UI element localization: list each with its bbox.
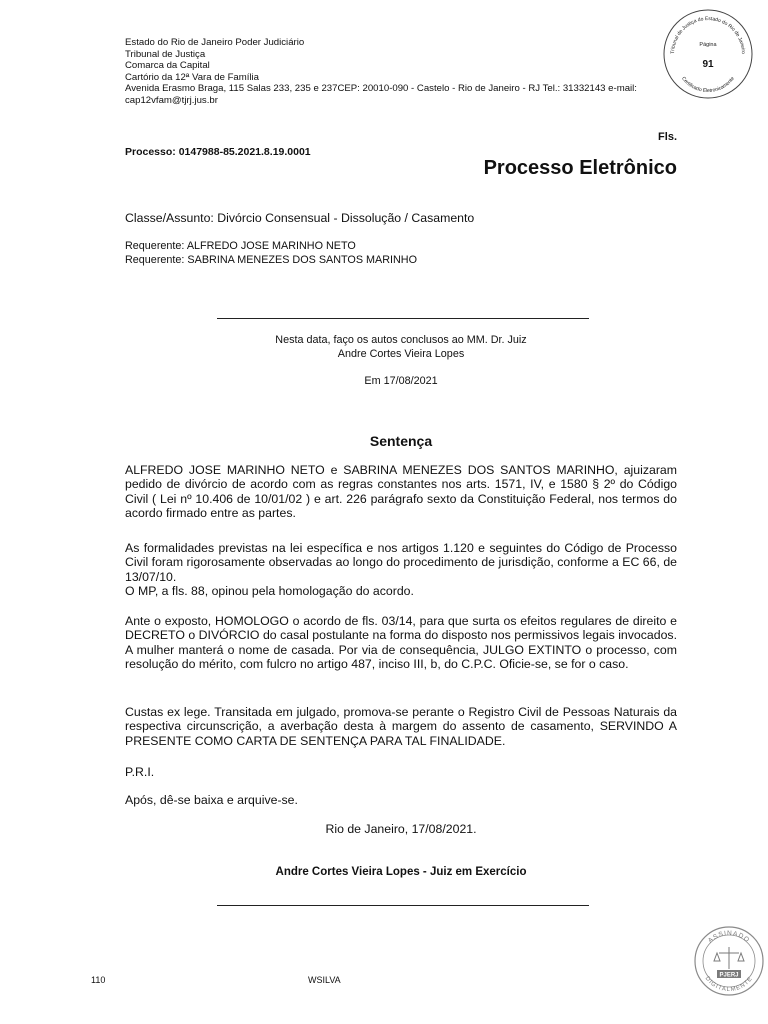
header-line-tribunal: Tribunal de Justiça xyxy=(125,48,206,60)
stamp-bottom-text: Certificado Eletronicamente xyxy=(680,75,736,95)
header-line-email: cap12vfam@tjrj.jus.br xyxy=(125,94,218,106)
stamp-page-number: 91 xyxy=(702,59,714,70)
conclusion-date: Em 17/08/2021 xyxy=(364,375,438,387)
seal-top-text: ASSINADO xyxy=(706,929,752,945)
place-date: Rio de Janeiro, 17/08/2021. xyxy=(325,822,477,836)
header-line-state: Estado do Rio de Janeiro Poder Judiciário xyxy=(125,37,305,48)
svg-text:Certificado Eletronicamente xyxy=(680,76,736,94)
footer-user: WSILVA xyxy=(308,975,341,985)
footer-code: 110 xyxy=(91,975,106,985)
judge-signature: Andre Cortes Vieira Lopes - Juiz em Exercício xyxy=(275,866,527,878)
seal-center-text: PJERJ xyxy=(719,972,739,979)
divider-bottom xyxy=(217,905,589,906)
header-line-comarca: Comarca da Capital xyxy=(125,60,210,72)
stamp-label: Página xyxy=(699,42,717,48)
sentence-title: Sentença xyxy=(369,433,433,449)
paragraph-formalities: As formalidades previstas na lei específica e nos artigos 1.120 e seguintes do Código de Processo Civil foram rigorosamente observadas ao longo do procedimento de jurisdição, conforme a EC 66, de 13/07/10. O MP, a fls. 88, opinou pela homologação do acordo. xyxy=(125,541,677,598)
paragraph-parties: ALFREDO JOSE MARINHO NETO e SABRINA MENEZES DOS SANTOS MARINHO, ajuizaram pedido de divórcio de acordo com as regras constantes nos arts. 1571, IV, e 1580 § 2º do Código Civil ( Lei nº 10.406 de 10/01/02 ) e art. 226 parágrafo sexto da Constituição Federal, nos termos do acordo firmado entre as partes. xyxy=(125,463,677,520)
svg-text:Tribunal de Justiça do Estado xyxy=(670,16,746,54)
seal-bottom-text: DIGITALMENTE xyxy=(703,975,755,994)
process-number: Processo: 0147988-85.2021.8.19.0001 xyxy=(125,146,311,158)
process-title: Processo Eletrônico xyxy=(483,157,677,179)
court-header xyxy=(125,37,685,107)
paragraph-archive: Após, dê-se baixa e arquive-se. xyxy=(125,793,298,807)
header-line-cartorio: Cartório da 12ª Vara de Família xyxy=(125,71,260,83)
requerente-2: Requerente: SABRINA MENEZES DOS SANTOS MARINHO xyxy=(125,254,418,266)
paragraph-decision: Ante o exposto, HOMOLOGO o acordo de fls. 03/14, para que surta os efeitos regulares de direito e DECRETO o DIVÓRCIO do casal postulante na forma do disposto nos permissivos legais invocados. A mulher manterá o nome de casada. Por via de consequência, JULGO EXTINTO o processo, com resolução do mérito, com fulcro no artigo 487, inciso III, b, do C.P.C. Oficie-se, se for o caso. xyxy=(125,614,677,671)
digital-signature-seal-icon xyxy=(693,925,765,997)
page-stamp-icon xyxy=(662,8,754,100)
class-subject: Classe/Assunto: Divórcio Consensual - Dissolução / Casamento xyxy=(125,211,475,225)
paragraph-costs: Custas ex lege. Transitada em julgado, promova-se perante o Registro Civil de Pessoas Naturais da respectiva circunscrição, a averbação desta à margem do assento de casamento, SERVINDO A PRESENTE COMO CARTA DE SENTENÇA PARA TAL FINALIDADE. xyxy=(125,705,677,748)
svg-text:ASSINADO xyxy=(707,930,751,944)
divider-top xyxy=(217,318,589,319)
conclusion-judge: Andre Cortes Vieira Lopes xyxy=(337,348,465,360)
fls-label: Fls. xyxy=(658,131,677,143)
paragraph-pri: P.R.I. xyxy=(125,765,155,779)
header-line-address: Avenida Erasmo Braga, 115 Salas 233, 235 e 237CEP: 20010-090 - Castelo - Rio de Janeiro - RJ Tel.: 31332143 e-mail: xyxy=(125,83,637,95)
stamp-top-text: Tribunal de Justiça do Estado do Rio de Janeiro xyxy=(669,15,747,55)
conclusion-line-1: Nesta data, faço os autos conclusos ao MM. Dr. Juiz xyxy=(275,334,527,346)
requerente-1: Requerente: ALFREDO JOSE MARINHO NETO xyxy=(125,240,356,252)
